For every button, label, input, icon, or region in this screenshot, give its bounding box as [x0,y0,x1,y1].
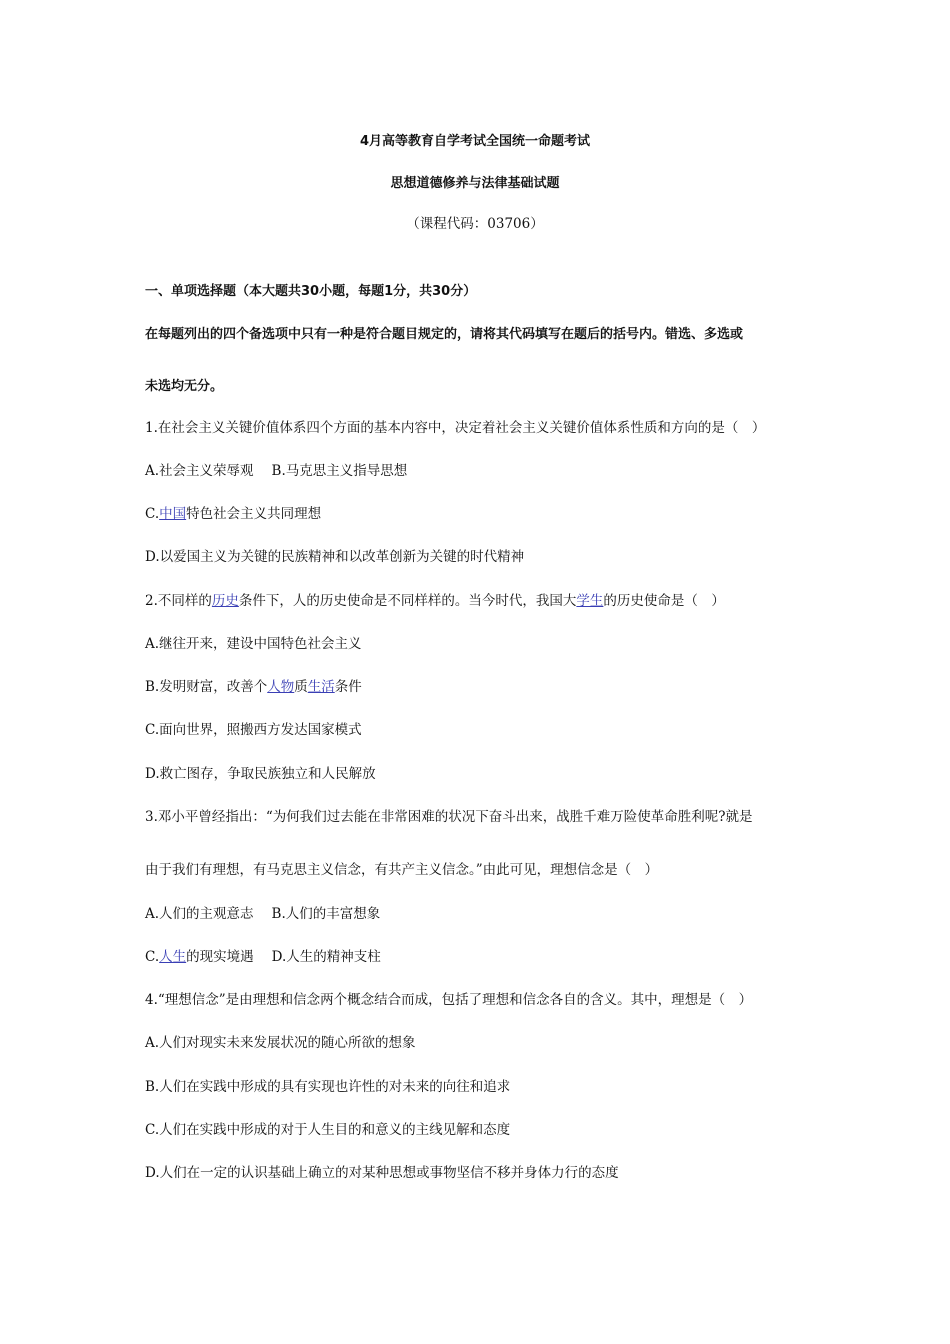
link-xuesheng[interactable]: 学生 [576,593,604,609]
section-heading: 一、单项选择题（本大题共30小题，每题1分，共30分） [145,284,477,299]
option-3b: B.人们的丰富想象 [271,906,381,922]
question-3-stem-line-1: 3.邓小平曾经指出：“为何我们过去能在非常困难的状况下奋斗出来，战胜千难万险使革命胜利呢?就是 [145,809,753,825]
link-renwu[interactable]: 人物 [267,679,295,695]
link-shenghuo[interactable]: 生活 [307,679,335,695]
option-4a: A.人们对现实未来发展状况的随心所欲的想象 [145,1035,416,1051]
option-2c: C.面向世界，照搬西方发达国家模式 [145,722,362,738]
option-4d: D.人们在一定的认识基础上确立的对某种思想或事物坚信不移并身体力行的态度 [145,1165,619,1181]
link-lishi[interactable]: 历史 [211,593,239,609]
question-1-stem: 1.在社会主义关键价值体系四个方面的基本内容中，决定着社会主义关键价值体系性质和方向的是（ ） [145,420,766,436]
option-1b: B.马克思主义指导思想 [271,463,408,479]
option-3a: A.人们的主观意志 [145,906,254,922]
exam-subtitle: 思想道德修养与法律基础试题 [390,176,560,191]
question-2-stem: 2.不同样的历史条件下，人的历史使命是不同样样的。当今时代，我国大学生的历史使命是（ ） [145,593,725,609]
link-rensheng[interactable]: 人生 [159,949,187,965]
course-code: （课程代码：03706） [406,216,544,232]
question-3-stem-line-2: 由于我们有理想，有马克思主义信念，有共产主义信念。”由此可见，理想信念是（ ） [145,862,659,878]
question-3-options-ab [145,902,380,922]
exam-title: 4月高等教育自学考试全国统一命题考试 [359,134,591,149]
option-2b: B.发明财富，改善个人物质生活条件 [145,679,362,695]
question-3-options-cd [145,945,381,965]
section-instruction-line-2: 未选均无分。 [145,379,224,394]
link-zhongguo[interactable]: 中国 [159,506,187,522]
question-4-stem: 4.“理想信念”是由理想和信念两个概念结合而成，包括了理想和信念各自的含义。其中，理想是（ ） [145,992,753,1008]
option-2d: D.救亡图存，争取民族独立和人民解放 [145,766,376,782]
option-4b: B.人们在实践中形成的具有实现也许性的对未来的向往和追求 [145,1079,511,1095]
question-1-options-ab [145,459,407,479]
option-4c: C.人们在实践中形成的对于人生目的和意义的主线见解和态度 [145,1122,511,1138]
section-instruction-line-1: 在每题列出的四个备选项中只有一种是符合题目规定的，请将其代码填写在题后的括号内。错选、多选或 [145,327,744,342]
option-3d: D.人生的精神支柱 [271,949,381,965]
option-2a: A.继往开来，建设中国特色社会主义 [145,636,362,652]
option-1d: D.以爱国主义为关键的民族精神和以改革创新为关键的时代精神 [145,549,525,565]
option-1c: C.中国特色社会主义共同理想 [145,506,322,522]
option-1a: A.社会主义荣辱观 [145,463,254,479]
option-3c: C.人生的现实境遇 [145,949,254,965]
